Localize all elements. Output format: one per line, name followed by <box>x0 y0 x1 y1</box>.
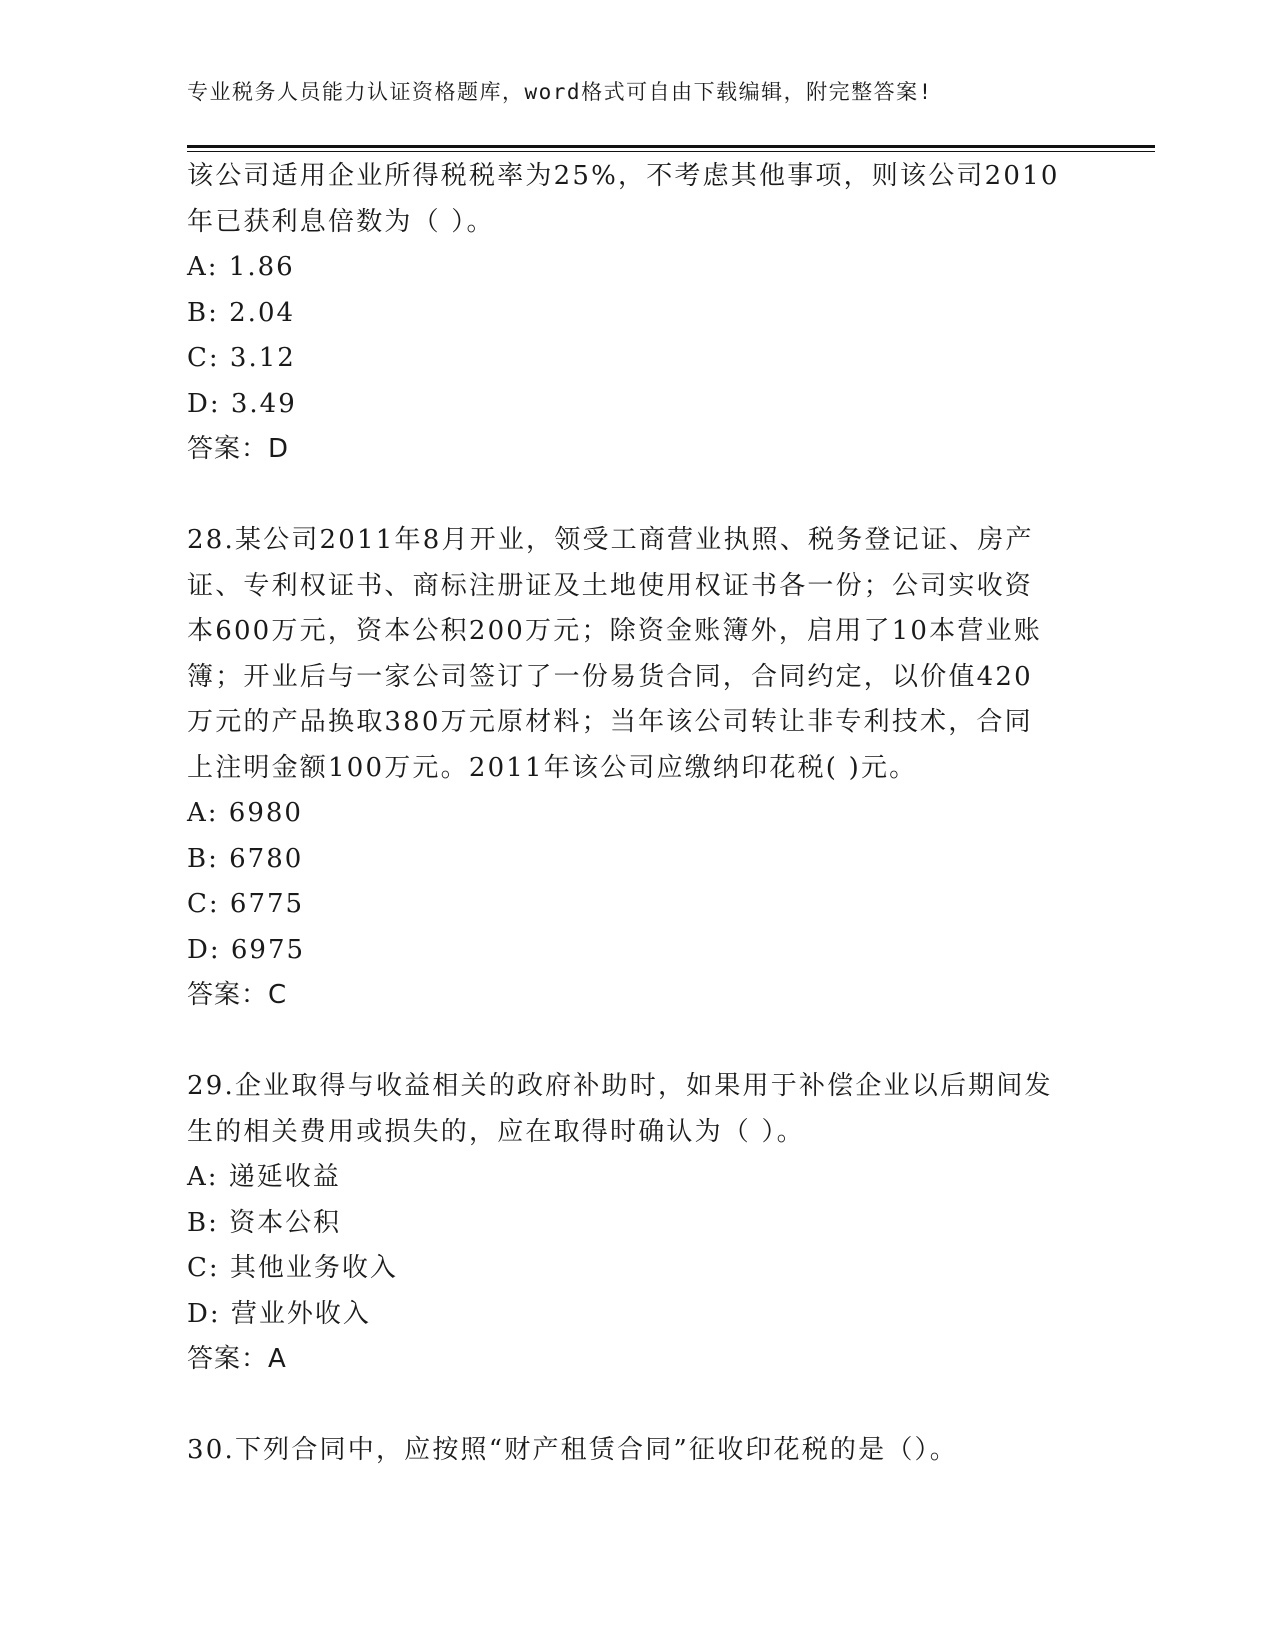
question-text-line: 29.企业取得与收益相关的政府补助时，如果用于补偿企业以后期间发 <box>187 1071 1053 1101</box>
question-text-line: 该公司适用企业所得税税率为25%，不考虑其他事项，则该公司2010 <box>187 161 1060 191</box>
question-text-line: 生的相关费用或损失的，应在取得时确认为（ ）。 <box>187 1116 805 1147</box>
question-text-line: 证、专利权证书、商标注册证及土地使用权证书各一份；公司实收资 <box>187 570 1034 601</box>
spacer <box>187 473 1087 519</box>
header-rule-thin <box>187 151 1155 152</box>
spacer <box>187 1383 1087 1429</box>
option-a: A: 6980 <box>187 798 303 828</box>
option-d: D: 营业外收入 <box>187 1298 371 1329</box>
question-continued <box>187 154 1087 473</box>
page-header: 专业税务人员能力认证资格题库，word格式可自由下载编辑，附完整答案! <box>187 80 933 104</box>
option-c: C: 其他业务收入 <box>187 1253 398 1283</box>
header-rule-thick <box>187 145 1155 148</box>
question-text-line: 年已获利息倍数为（ ）。 <box>187 206 495 237</box>
option-b: B: 资本公积 <box>187 1207 342 1238</box>
option-b: B: 2.04 <box>187 297 296 328</box>
question-content <box>187 154 1087 1474</box>
answer-line: 答案：D <box>187 434 290 464</box>
question-text-line: 本600万元，资本公积200万元；除资金账簿外，启用了10本营业账 <box>187 616 1042 646</box>
option-a: A: 递延收益 <box>187 1162 341 1192</box>
option-d: D: 3.49 <box>187 388 297 419</box>
spacer <box>187 1019 1087 1065</box>
option-a: A: 1.86 <box>187 252 295 282</box>
question-text-line: 30.下列合同中，应按照“财产租赁合同”征收印花税的是（）。 <box>187 1435 958 1465</box>
question-text-line: 万元的产品换取380万元原材料；当年该公司转让非专利技术，合同 <box>187 707 1033 737</box>
option-d: D: 6975 <box>187 934 306 965</box>
question-text-line: 簿；开业后与一家公司签订了一份易货合同，合同约定，以价值420 <box>187 661 1033 692</box>
question-text-line: 28.某公司2011年8月开业，领受工商营业执照、税务登记证、房产 <box>187 525 1034 555</box>
option-c: C: 6775 <box>187 889 305 919</box>
option-b: B: 6780 <box>187 843 304 874</box>
question-30 <box>187 1428 1087 1474</box>
question-28 <box>187 518 1087 1019</box>
question-text-line: 上注明金额100万元。2011年该公司应缴纳印花税( )元。 <box>187 752 918 783</box>
question-29 <box>187 1064 1087 1383</box>
answer-line: 答案：C <box>187 980 288 1010</box>
option-c: C: 3.12 <box>187 343 296 373</box>
answer-line: 答案：A <box>187 1344 287 1374</box>
